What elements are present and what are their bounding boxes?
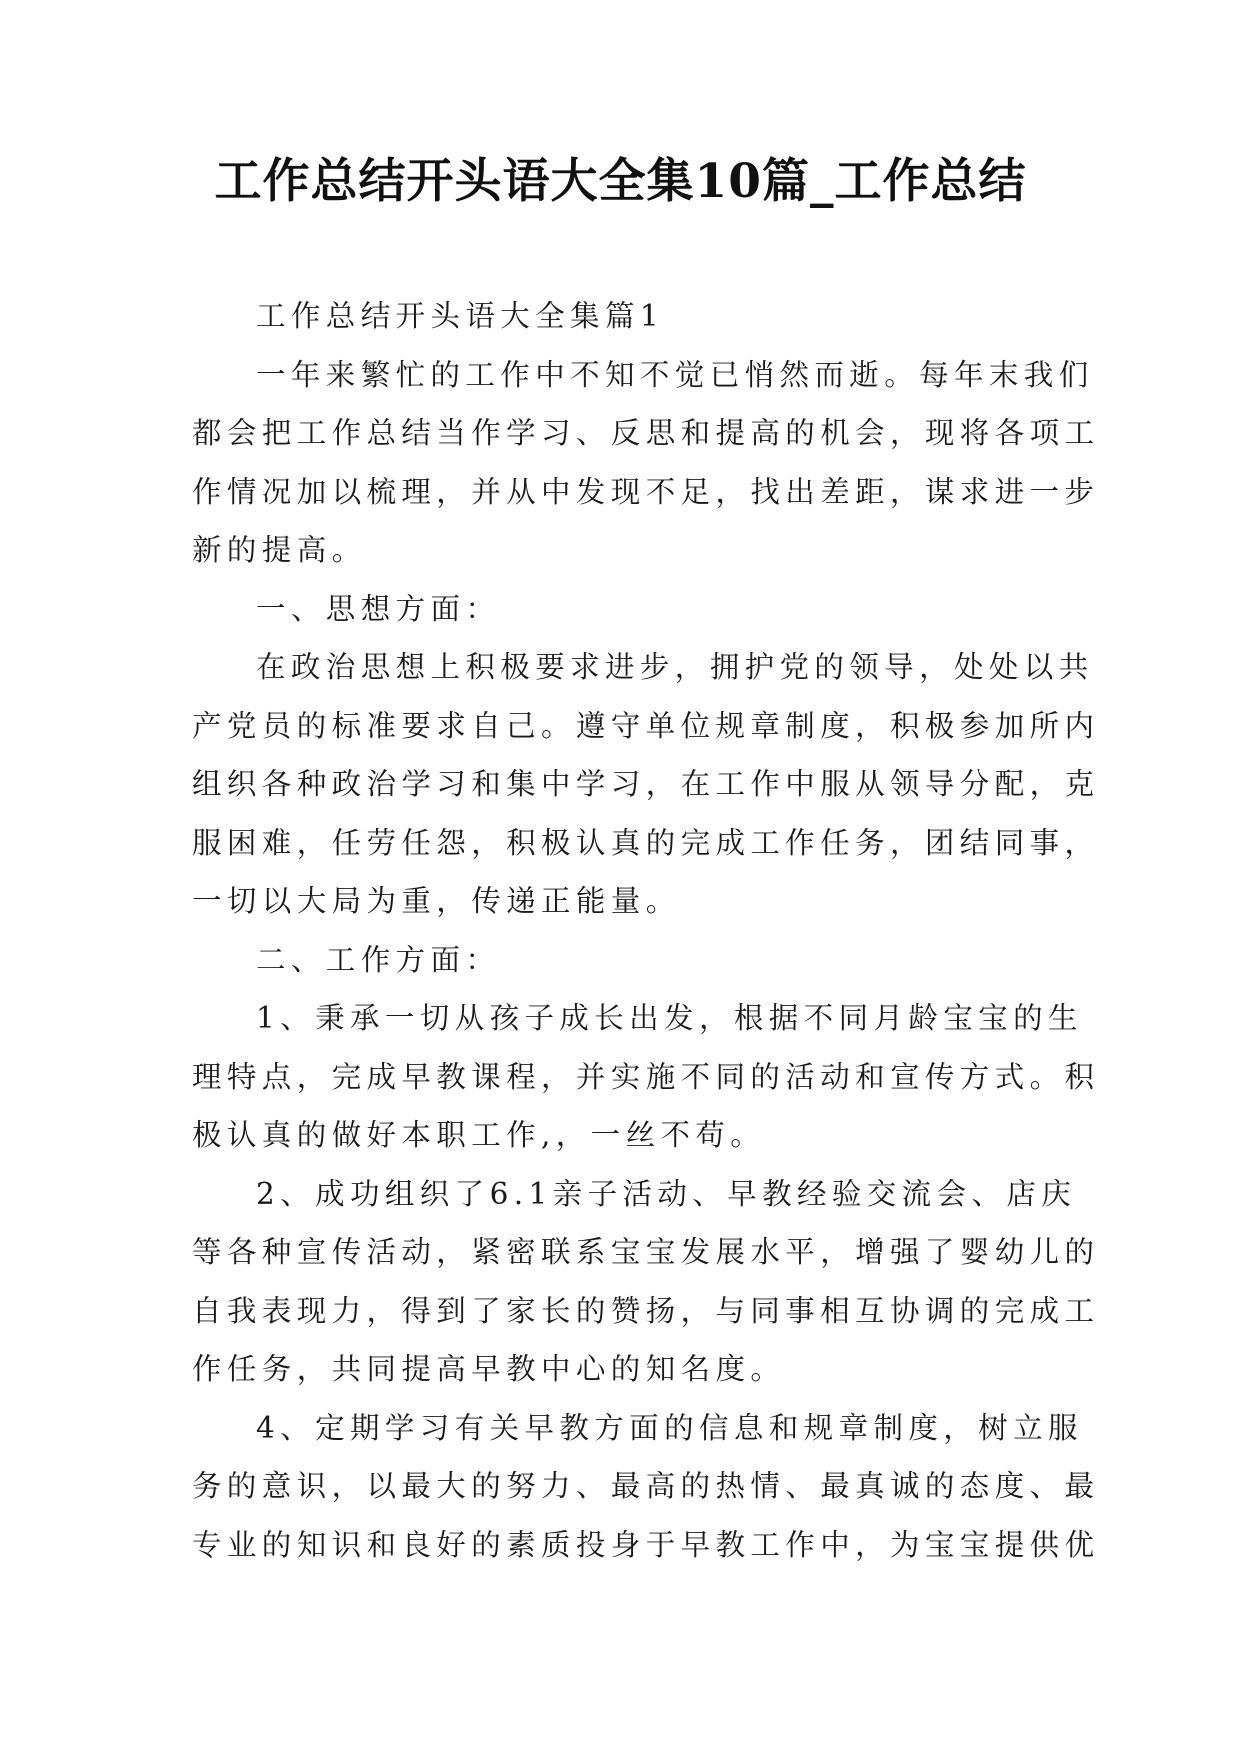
text-line: 二、工作方面： <box>256 942 501 977</box>
text-line: 新的提高。 <box>192 533 367 567</box>
text-line: 一年来繁忙的工作中不知不觉已悄然而逝。每年末我们 <box>256 357 1094 392</box>
text-line: 产党员的标准要求自己。遵守单位规章制度，积极参加所内 <box>192 708 1100 743</box>
text-line: 1、秉承一切从孩子成长出发，根据不同月龄宝宝的生 <box>256 1001 1083 1035</box>
text-line: 极认真的做好本职工作,，一丝不苟。 <box>192 1118 766 1152</box>
text-line: 作情况加以梳理，并从中发现不足，找出差距，谋求进一步 <box>192 474 1100 509</box>
text-line: 组织各种政治学习和集中学习，在工作中服从领导分配，克 <box>192 767 1100 801</box>
text-line: 都会把工作总结当作学习、反思和提高的机会，现将各项工 <box>192 416 1100 450</box>
text-line: 一、思想方面： <box>256 591 501 626</box>
text-line: 工作总结开头语大全集篇1 <box>256 299 665 333</box>
text-line: 专业的知识和良好的素质投身于早教工作中，为宝宝提供优 <box>192 1527 1100 1562</box>
text-line: 自我表现力，得到了家长的赞扬，与同事相互协调的完成工 <box>192 1293 1100 1328</box>
document-body <box>192 287 1100 1574</box>
text-line: 4、定期学习有关早教方面的信息和规章制度，树立服 <box>256 1410 1083 1445</box>
text-line: 在政治思想上积极要求进步，拥护党的领导，处处以共 <box>256 650 1094 684</box>
text-line: 服困难，任劳任怨，积极认真的完成工作任务，团结同事， <box>192 825 1100 860</box>
document-title: 工作总结开头语大全集10篇_工作总结 <box>214 154 1027 209</box>
text-line: 理特点，完成早教课程，并实施不同的活动和宣传方式。积 <box>192 1059 1100 1094</box>
text-line: 一切以大局为重，传递正能量。 <box>192 884 681 918</box>
text-line: 作任务，共同提高早教中心的知名度。 <box>192 1352 786 1386</box>
text-line: 务的意识，以最大的努力、最高的热情、最真诚的态度、最 <box>192 1469 1100 1503</box>
text-line: 等各种宣传活动，紧密联系宝宝发展水平，增强了婴幼儿的 <box>192 1235 1100 1269</box>
text-line: 2、成功组织了6.1亲子活动、早教经验交流会、店庆 <box>256 1176 1077 1211</box>
